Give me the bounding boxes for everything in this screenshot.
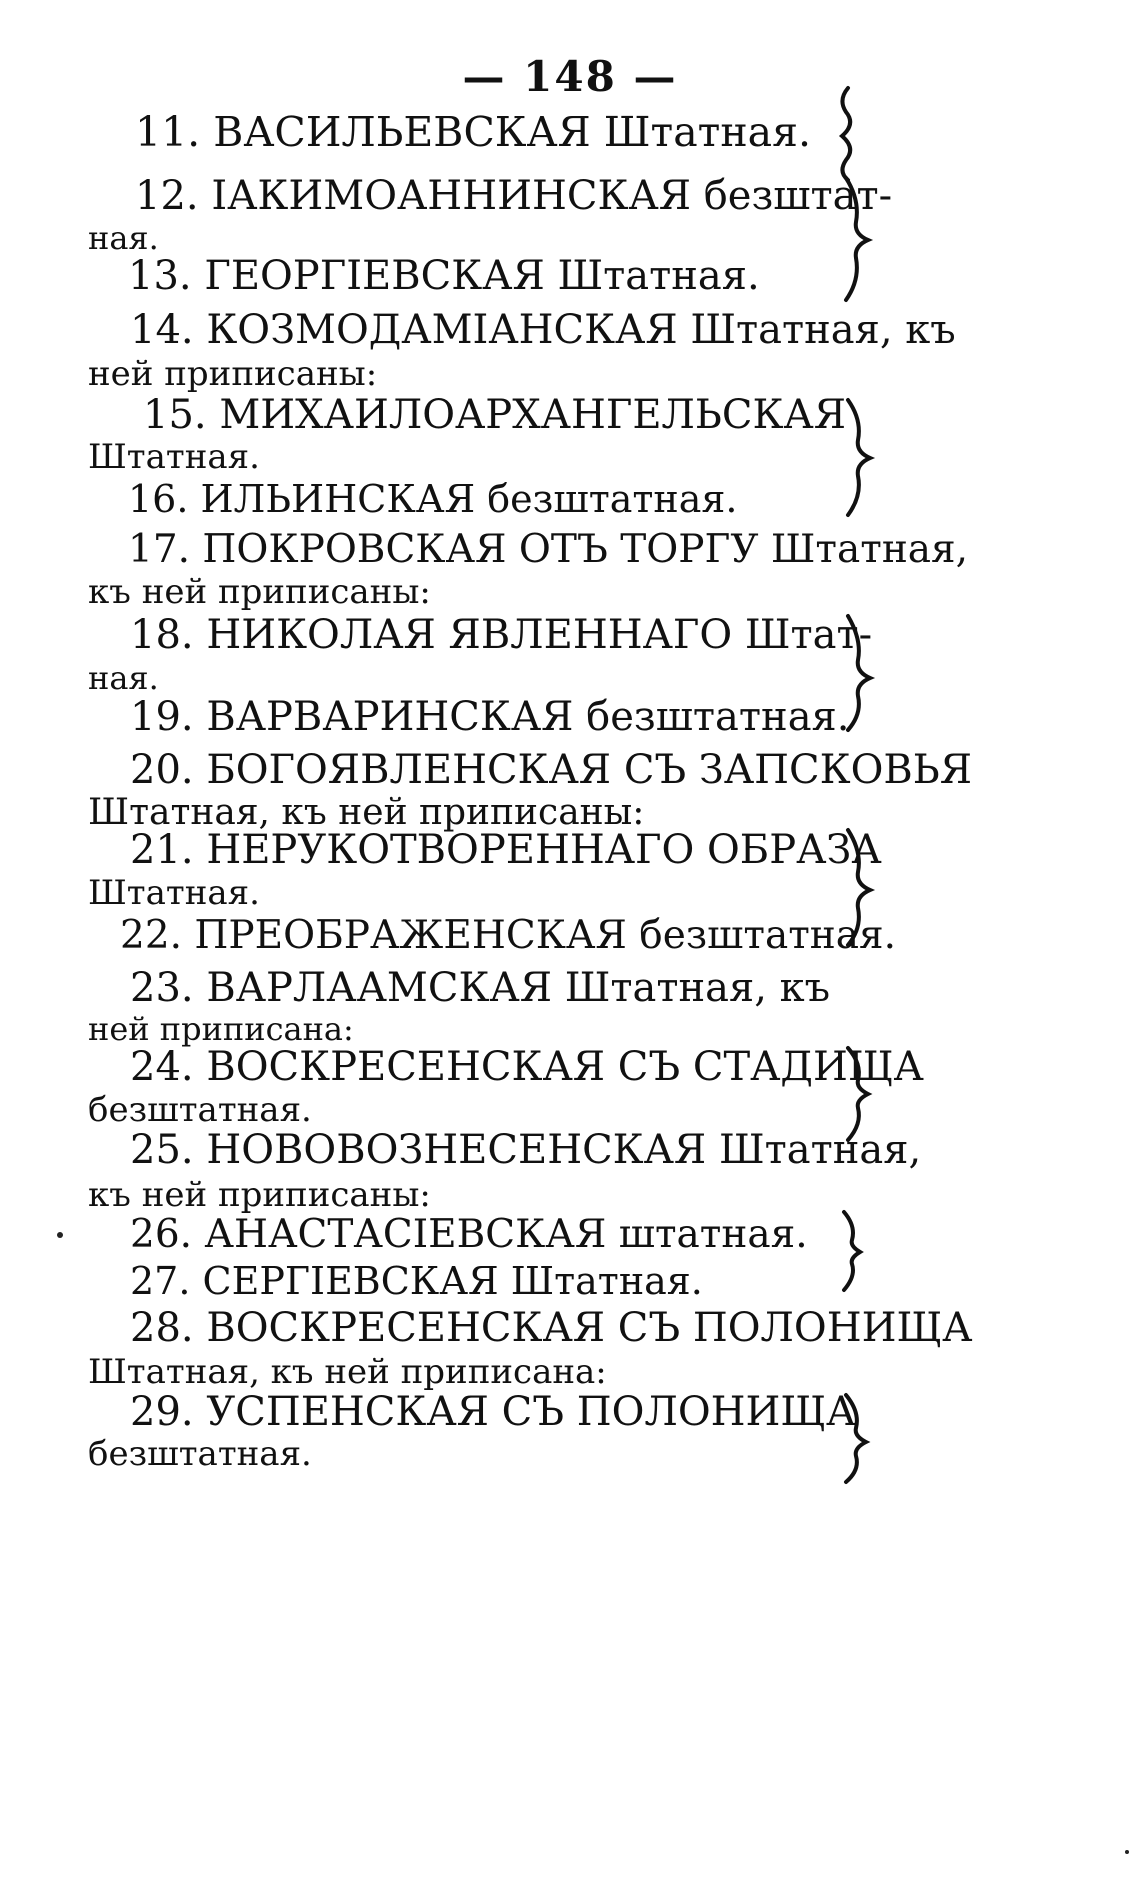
entry-25-continuation: къ ней приписаны: [88,1175,431,1215]
entry-15-continuation: Штатная. [88,437,260,477]
entry-13: 13. ГЕОРГIЕВСКАЯ Штатная. [128,253,760,299]
entry-20-continuation: Штатная, къ ней приписаны: [88,792,645,833]
entry-23: 23. ВАРЛААМСКАЯ Штатная, къ [130,965,831,1011]
brace-26-27 [844,1212,860,1290]
entry-19: 19. ВАРВАРИНСКАЯ безштатная. [130,694,850,740]
page-number: — 148 — [462,52,678,101]
brace-15-16 [848,400,870,515]
entry-26: 26. АНАСТАСIЕВСКАЯ штатная. [130,1212,808,1257]
entry-22: 22. ПРЕОБРАЖЕНСКАЯ безштатная. [120,913,897,958]
entry-20: 20. БОГОЯВЛЕНСКАЯ СЪ ЗАПСКОВЬЯ [130,747,973,793]
entry-29-continuation: безштатная. [88,1434,312,1474]
entry-23-continuation: ней приписана: [88,1010,354,1048]
stray-mark [1125,1850,1129,1854]
brace-21-22 [848,830,870,945]
entry-27: 27. СЕРГIЕВСКАЯ Штатная. [130,1259,703,1303]
entry-25: 25. НОВОВОЗНЕСЕНСКАЯ Штатная, [130,1127,922,1173]
brace-29 [846,1395,866,1482]
entry-12: 12. IАКИМОАННИНСКАЯ безштат- [135,173,893,219]
entry-24: 24. ВОСКРЕСЕНСКАЯ СЪ СТАДИЩА [130,1044,924,1090]
entry-16: 16. ИЛЬИНСКАЯ безштатная. [128,477,738,521]
entry-18: 18. НИКОЛАЯ ЯВЛЕННАГО Штат- [130,612,873,658]
entry-21-continuation: Штатная. [88,873,260,913]
entry-14: 14. КОЗМОДАМIАНСКАЯ Штатная, къ [130,307,956,353]
brace-12-13 [846,178,868,300]
entry-21: 21. НЕРУКОТВОРЕННАГО ОБРАЗА [130,827,882,873]
brace-11 [842,88,850,180]
entry-28-continuation: Штатная, къ ней приписана: [88,1352,607,1392]
entry-28: 28. ВОСКРЕСЕНСКАЯ СЪ ПОЛОНИЩА [130,1305,973,1351]
brace-18-19 [848,616,870,730]
entry-12-continuation: ная. [88,219,159,257]
entry-14-continuation: ней приписаны: [88,354,378,394]
brace-24 [848,1048,868,1140]
stray-mark [57,1232,63,1238]
entry-11: 11. ВАСИЛЬЕВСКАЯ Штатная. [135,108,811,156]
entry-29: 29. УСПЕНСКАЯ СЪ ПОЛОНИЩА [130,1389,857,1435]
entry-17: 17. ПОКРОВСКАЯ ОТЪ ТОРГУ Штатная, [128,527,969,572]
entry-15: 15. МИХАИЛОАРХАНГЕЛЬСКАЯ [143,392,847,438]
entry-24-continuation: безштатная. [88,1090,312,1130]
entry-17-continuation: къ ней приписаны: [88,572,431,612]
entry-18-continuation: ная. [88,659,159,697]
